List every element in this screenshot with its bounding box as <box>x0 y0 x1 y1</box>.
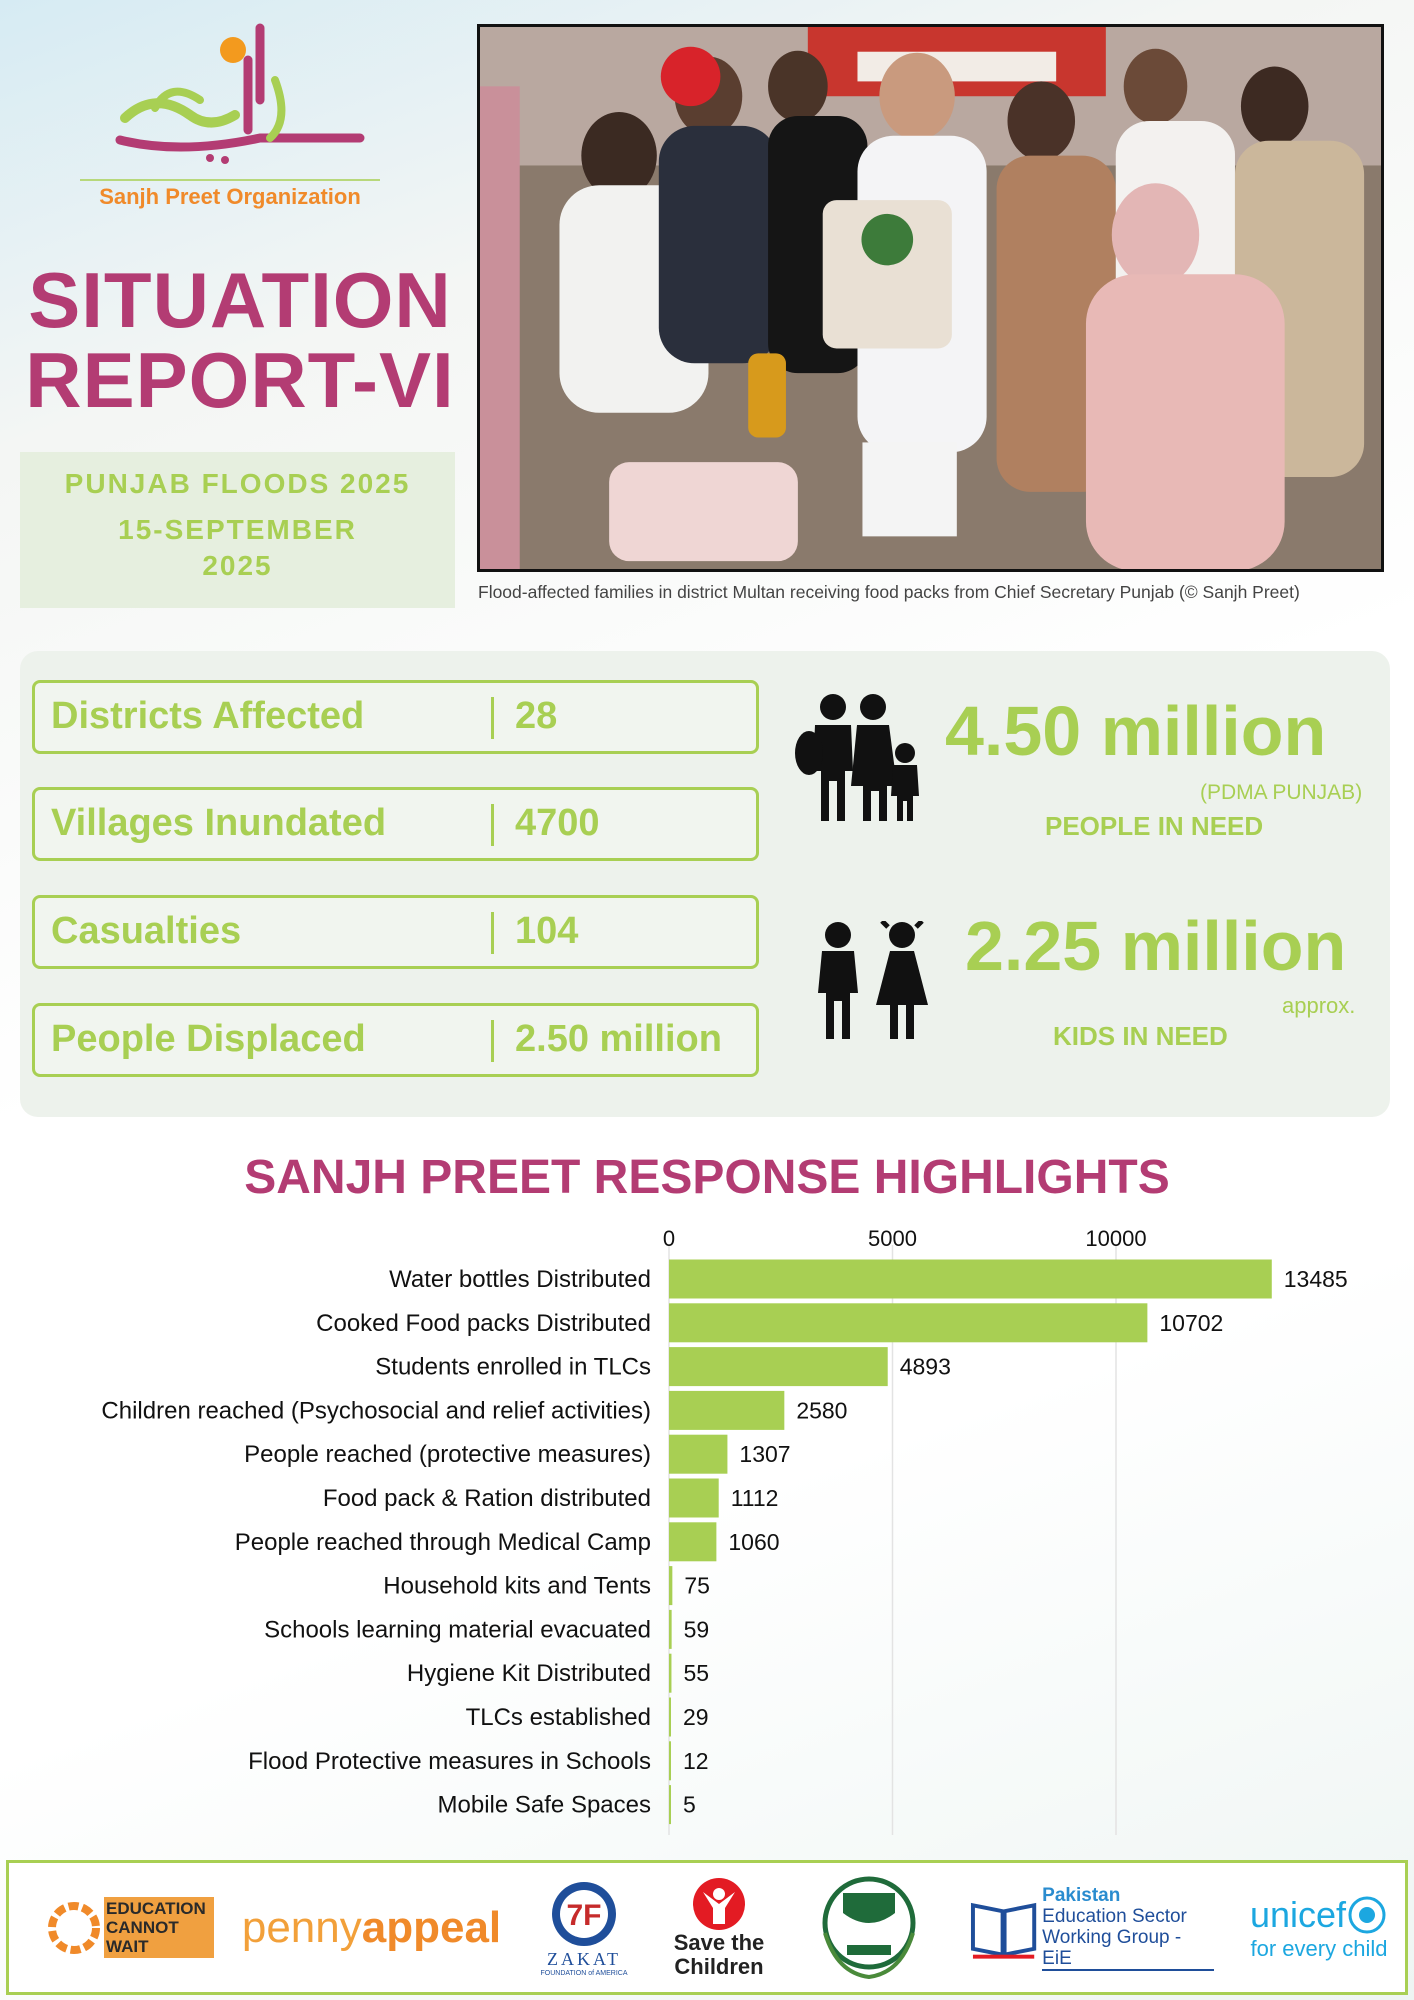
category-label: Household kits and Tents <box>383 1572 651 1600</box>
kids-in-need-note: approx. <box>1282 993 1356 1018</box>
kids-in-need-label: KIDS IN NEED <box>1053 1021 1228 1051</box>
stat-divider <box>491 804 494 846</box>
family-icon <box>795 691 930 826</box>
category-label: Children reached (Psychosocial and relief activities) <box>101 1397 651 1425</box>
partner-ecw <box>29 1863 229 1992</box>
value-label: 59 <box>683 1616 710 1643</box>
people-in-need-source: (PDMA PUNJAB) <box>1200 781 1363 804</box>
stat-label: Casualties <box>51 910 242 952</box>
value-label: 75 <box>684 1572 710 1599</box>
value-label: 12 <box>683 1747 709 1774</box>
save-the-children-icon <box>689 1876 749 1931</box>
people-in-need-value: 4.50 million <box>945 692 1327 770</box>
value-label: 10702 <box>1159 1309 1224 1336</box>
stat-villages-inundated <box>32 787 759 861</box>
value-label: 1112 <box>730 1485 779 1511</box>
category-label: Students enrolled in TLCs <box>375 1353 651 1381</box>
stat-value: 104 <box>515 910 579 952</box>
date-box <box>20 452 455 608</box>
value-label: 1060 <box>728 1528 780 1555</box>
svg-text:7F: 7F <box>566 1898 602 1932</box>
eie-text-line3: Working Group - EiE <box>1042 1927 1214 1971</box>
bar <box>669 1741 671 1780</box>
people-in-need-label: PEOPLE IN NEED <box>1045 811 1264 841</box>
category-label: Water bottles Distributed <box>389 1266 651 1293</box>
book-icon <box>969 1893 1038 1963</box>
value-label: 5 <box>683 1791 696 1818</box>
x-tick-label: 5000 <box>868 1226 917 1251</box>
ecw-ring-icon <box>44 1893 104 1963</box>
category-label: Schools learning material evacuated <box>264 1616 651 1644</box>
stat-value: 4700 <box>515 802 600 844</box>
stat-divider <box>491 1020 494 1062</box>
category-label: Flood Protective measures in Schools <box>248 1747 651 1775</box>
sanjh-preet-logo-icon <box>60 20 400 220</box>
kids-in-need-value: 2.25 million <box>965 907 1347 985</box>
partner-unicef <box>1234 1863 1404 1992</box>
stc-text-line2: Children <box>674 1954 764 1979</box>
org-name: Sanjh Preet Organization <box>99 184 361 209</box>
bar <box>669 1303 1147 1342</box>
partner-penny-appeal <box>239 1863 504 1992</box>
eie-text-line2: Education Sector <box>1042 1905 1187 1927</box>
value-label: 13485 <box>1283 1266 1348 1292</box>
stat-label: Districts Affected <box>51 695 365 737</box>
bar <box>669 1566 672 1605</box>
value-label: 2580 <box>796 1397 848 1424</box>
stat-value: 2.50 million <box>515 1018 722 1060</box>
category-label: Mobile Safe Spaces <box>437 1791 651 1819</box>
bar <box>669 1698 671 1737</box>
report-title-line1: SITUATION <box>28 256 452 344</box>
category-label: Food pack & Ration distributed <box>322 1485 651 1512</box>
stat-districts-affected <box>32 680 759 754</box>
photo-illustration <box>480 27 1381 569</box>
x-tick-label: 10000 <box>1085 1226 1147 1251</box>
photo-caption: Flood-affected families in district Multan receiving food packs from Chief Secretary Punjab (© Sanjh Preet) <box>478 582 1300 602</box>
govt-punjab-emblem-icon <box>807 1873 932 1983</box>
partner-govt-punjab <box>799 1863 939 1992</box>
bar <box>669 1522 716 1561</box>
partner-save-the-children <box>654 1863 784 1992</box>
category-label: TLCs established <box>465 1704 651 1731</box>
bar <box>669 1435 727 1474</box>
stats-panel <box>20 651 1390 1117</box>
bar <box>669 1785 671 1824</box>
value-label: 1307 <box>739 1441 791 1468</box>
bar <box>669 1479 719 1518</box>
partner-eie-working-group <box>969 1863 1214 1992</box>
value-label: 4893 <box>899 1353 951 1380</box>
stat-people-displaced <box>32 1003 759 1077</box>
zakat-emblem-icon <box>549 1879 619 1949</box>
subtitle: PUNJAB FLOODS 2025 <box>64 468 411 499</box>
value-label: 55 <box>683 1660 710 1687</box>
org-logo <box>60 20 400 220</box>
date-line1: 15-SEPTEMBER <box>118 514 357 545</box>
kids-icon <box>810 921 935 1046</box>
ecw-text: EDUCATION CANNOT WAIT <box>104 1897 214 1958</box>
stat-divider <box>491 697 494 739</box>
report-title-line2: REPORT-VI <box>25 336 455 424</box>
unicef-globe-icon <box>1346 1894 1388 1936</box>
distribution-photo <box>477 24 1384 572</box>
category-label: Cooked Food packs Distributed <box>316 1309 651 1337</box>
bar <box>669 1391 784 1430</box>
partner-zakat-foundation <box>529 1863 639 1992</box>
date-line2: 2025 <box>202 550 273 581</box>
unicef-tagline: for every child <box>1250 1935 1388 1961</box>
category-label: People reached through Medical Camp <box>234 1528 651 1556</box>
zakat-subtext: FOUNDATION of AMERICA <box>540 1969 628 1977</box>
stat-label: People Displaced <box>51 1018 366 1060</box>
response-highlights-chart <box>0 1215 1414 1835</box>
value-label: 29 <box>683 1704 709 1730</box>
bar <box>669 1347 888 1386</box>
stat-divider <box>491 912 494 954</box>
stc-text-line1: Save the <box>673 1930 765 1955</box>
chart-title: SANJH PREET RESPONSE HIGHLIGHTS <box>244 1151 1170 1204</box>
zakat-text: ZAKAT <box>547 1948 621 1969</box>
penny-text: penny <box>241 1902 362 1952</box>
eie-text-line1: Pakistan <box>1042 1884 1121 1906</box>
stat-label: Villages Inundated <box>51 802 387 844</box>
x-tick-label: 0 <box>662 1226 676 1251</box>
bar <box>669 1260 1272 1299</box>
category-label: People reached (protective measures) <box>244 1441 651 1469</box>
unicef-text: unicef <box>1249 1893 1347 1935</box>
bar <box>669 1610 672 1649</box>
category-label: Hygiene Kit Distributed <box>406 1660 651 1688</box>
partner-logos <box>6 1860 1408 1995</box>
appeal-text: appeal <box>361 1902 502 1952</box>
bar <box>669 1654 671 1693</box>
stat-casualties <box>32 895 759 969</box>
stat-value: 28 <box>515 695 558 737</box>
